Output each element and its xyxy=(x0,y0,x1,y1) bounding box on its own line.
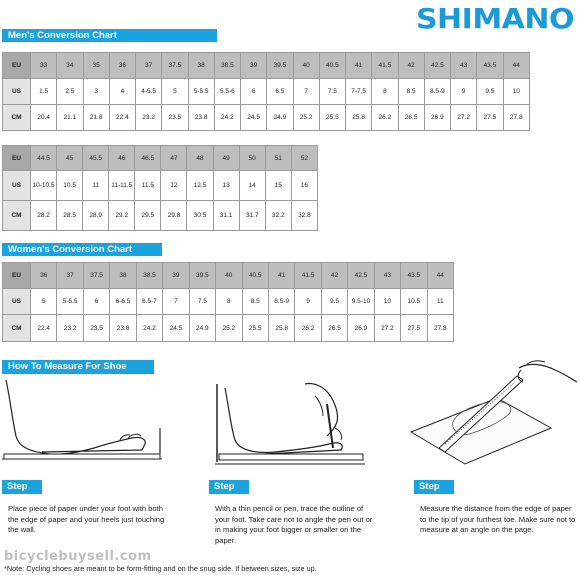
cell-eu: 41 xyxy=(346,53,372,79)
row-eu xyxy=(3,53,530,79)
step-3-label: Step 3: xyxy=(414,480,454,494)
womens-chart-title: Women's Conversion Chart xyxy=(2,243,162,256)
cell-us: 11 xyxy=(427,289,453,315)
cell-eu: 37 xyxy=(57,263,83,289)
cell-cm: 21.8 xyxy=(83,105,109,131)
cell-us: 5-5.5 xyxy=(188,79,214,105)
cell-cm: 26.9 xyxy=(424,105,450,131)
cell-us: 10 xyxy=(503,79,530,105)
cell-cm: 25.2 xyxy=(293,105,319,131)
cell-eu: 42 xyxy=(398,53,424,79)
step-1-text: Place piece of paper under your foot with both the edge of paper and your heels just touching the wall. xyxy=(8,504,165,534)
cell-us: 11-11.5 xyxy=(109,171,135,201)
cell-eu: 39 xyxy=(241,53,267,79)
cell-cm: 30.5 xyxy=(187,201,213,231)
cell-eu: 40.5 xyxy=(319,53,345,79)
cell-us: 7.5 xyxy=(189,289,215,315)
cell-eu: 38.5 xyxy=(214,53,240,79)
cell-cm: 22.4 xyxy=(109,105,135,131)
cell-eu: 45.5 xyxy=(83,146,109,171)
cell-eu: 42 xyxy=(321,263,347,289)
cell-us: 10.5 xyxy=(401,289,427,315)
cell-us: 10.5 xyxy=(57,171,83,201)
cell-cm: 26.2 xyxy=(372,105,398,131)
cell-us: 9.5-10 xyxy=(348,289,374,315)
cell-cm: 29.5 xyxy=(135,201,161,231)
cell-eu: 44 xyxy=(427,263,453,289)
cell-eu: 34 xyxy=(57,53,83,79)
measure-title: How To Measure For Shoe Size xyxy=(2,360,154,374)
cell-eu: 36 xyxy=(31,263,57,289)
cell-eu: 45 xyxy=(57,146,83,171)
cell-cm: 27.2 xyxy=(451,105,477,131)
cell-eu: 36 xyxy=(109,53,135,79)
cell-cm: 22.4 xyxy=(31,315,57,342)
cell-eu: 44.5 xyxy=(31,146,57,171)
cell-eu: 35 xyxy=(83,53,109,79)
cell-eu: 39 xyxy=(163,263,189,289)
cell-cm: 27.5 xyxy=(477,105,503,131)
cell-cm: 27.8 xyxy=(427,315,453,342)
cell-us: 8 xyxy=(372,79,398,105)
cell-eu: 50 xyxy=(239,146,265,171)
cell-eu: 46 xyxy=(109,146,135,171)
cell-eu: 38 xyxy=(188,53,214,79)
row-eu xyxy=(3,263,454,289)
cell-cm: 26.2 xyxy=(295,315,321,342)
cell-cm: 24.2 xyxy=(136,315,162,342)
row-label-us: US xyxy=(3,79,31,105)
cell-cm: 25.5 xyxy=(242,315,268,342)
cell-cm: 28.2 xyxy=(31,201,57,231)
cell-eu: 43.5 xyxy=(477,53,503,79)
cell-eu: 48 xyxy=(187,146,213,171)
cell-us: 6 xyxy=(241,79,267,105)
cell-eu: 46.5 xyxy=(135,146,161,171)
cell-cm: 32.8 xyxy=(291,201,317,231)
cell-us: 5 xyxy=(31,289,57,315)
cell-cm: 28.9 xyxy=(83,201,109,231)
cell-eu: 52 xyxy=(291,146,317,171)
mens-table-2 xyxy=(2,145,318,231)
cell-eu: 47 xyxy=(161,146,187,171)
step-2-text: With a thin pencil or pen, trace the outline of your foot. Take care not to angle the pen out or in making your foot bigger or smaller on the paper. xyxy=(215,504,373,545)
cell-us: 8.5-9 xyxy=(424,79,450,105)
cell-us: 9.5 xyxy=(477,79,503,105)
cell-eu: 51 xyxy=(265,146,291,171)
cell-us: 3 xyxy=(83,79,109,105)
row-label-cm: CM xyxy=(3,315,31,342)
row-us xyxy=(3,171,318,201)
womens-table xyxy=(2,262,454,342)
cell-cm: 29.8 xyxy=(161,201,187,231)
cell-cm: 31.1 xyxy=(213,201,239,231)
cell-cm: 23.2 xyxy=(57,315,83,342)
cell-us: 15 xyxy=(265,171,291,201)
cell-us: 5.5-6 xyxy=(214,79,240,105)
cell-cm: 25.5 xyxy=(319,105,345,131)
cell-us: 2.5 xyxy=(57,79,83,105)
cell-us: 6-6.5 xyxy=(110,289,136,315)
cell-us: 10 xyxy=(374,289,400,315)
cell-us: 13 xyxy=(213,171,239,201)
cell-eu: 38.5 xyxy=(136,263,162,289)
cell-cm: 26.9 xyxy=(348,315,374,342)
step-2-label: Step 2: xyxy=(209,480,249,494)
cell-cm: 27.2 xyxy=(374,315,400,342)
cell-eu: 37.5 xyxy=(83,263,109,289)
cell-eu: 43.5 xyxy=(401,263,427,289)
cell-us: 8.5 xyxy=(242,289,268,315)
row-label-us: US xyxy=(3,289,31,315)
cell-us: 7-7.5 xyxy=(346,79,372,105)
cell-us: 4-5.5 xyxy=(136,79,162,105)
watermark: bicyclebuysell.com xyxy=(4,549,152,564)
cell-cm: 28.5 xyxy=(57,201,83,231)
cell-eu: 37.5 xyxy=(162,53,188,79)
cell-us: 9 xyxy=(295,289,321,315)
cell-cm: 24.5 xyxy=(241,105,267,131)
cell-eu: 40 xyxy=(293,53,319,79)
row-label-eu: EU xyxy=(3,53,31,79)
cell-eu: 38 xyxy=(110,263,136,289)
cell-cm: 23.8 xyxy=(188,105,214,131)
cell-cm: 29.2 xyxy=(109,201,135,231)
cell-us: 7 xyxy=(163,289,189,315)
row-eu xyxy=(3,146,318,171)
cell-eu: 40.5 xyxy=(242,263,268,289)
step-1-label: Step 1: xyxy=(2,480,42,494)
shimano-logo: SHIMANO xyxy=(415,3,574,36)
cell-us: 16 xyxy=(291,171,317,201)
cell-us: 11 xyxy=(83,171,109,201)
cell-cm: 25.2 xyxy=(216,315,242,342)
cell-cm: 25.8 xyxy=(346,105,372,131)
cell-cm: 24.9 xyxy=(189,315,215,342)
cell-cm: 32.2 xyxy=(265,201,291,231)
cell-cm: 26.5 xyxy=(321,315,347,342)
cell-us: 10-10.5 xyxy=(31,171,57,201)
row-label-eu: EU xyxy=(3,146,31,171)
cell-eu: 37 xyxy=(136,53,162,79)
cell-cm: 25.8 xyxy=(268,315,294,342)
cell-cm: 23.5 xyxy=(83,315,109,342)
cell-us: 8.5-9 xyxy=(268,289,294,315)
cell-us: 12 xyxy=(161,171,187,201)
foot-on-paper-illustration xyxy=(2,378,162,474)
cell-us: 12.5 xyxy=(187,171,213,201)
row-us xyxy=(3,289,454,315)
cell-cm: 24.9 xyxy=(267,105,293,131)
cell-us: 7.5 xyxy=(319,79,345,105)
row-label-cm: CM xyxy=(3,201,31,231)
cell-cm: 31.7 xyxy=(239,201,265,231)
cell-eu: 39.5 xyxy=(267,53,293,79)
cell-us: 4 xyxy=(109,79,135,105)
cell-cm: 24.5 xyxy=(163,315,189,342)
cell-eu: 43 xyxy=(451,53,477,79)
mens-chart-title: Men's Conversion Chart xyxy=(2,29,217,42)
step-3-text: Measure the distance from the edge of paper to the tip of your furthest toe. Make sure not to measure at an angle on the page. xyxy=(420,504,576,534)
cell-eu: 43 xyxy=(374,263,400,289)
cell-eu: 41.5 xyxy=(295,263,321,289)
sizing-note: *Note: Cycling shoes are meant to be form-fitting and on the snug side. If between sizes, size up. xyxy=(4,564,317,573)
cell-us: 6 xyxy=(83,289,109,315)
cell-eu: 33 xyxy=(31,53,57,79)
cell-cm: 23.2 xyxy=(136,105,162,131)
row-label-us: US xyxy=(3,171,31,201)
row-cm xyxy=(3,315,454,342)
cell-us: 1.5 xyxy=(31,79,57,105)
cell-us: 5 xyxy=(162,79,188,105)
cell-us: 9 xyxy=(451,79,477,105)
cell-cm: 21.1 xyxy=(57,105,83,131)
cell-eu: 44 xyxy=(503,53,530,79)
cell-eu: 39.5 xyxy=(189,263,215,289)
cell-us: 14 xyxy=(239,171,265,201)
cell-us: 9.5 xyxy=(321,289,347,315)
cell-eu: 42.5 xyxy=(424,53,450,79)
cell-us: 6.5 xyxy=(267,79,293,105)
mens-table-1 xyxy=(2,52,530,131)
cell-eu: 41 xyxy=(268,263,294,289)
cell-eu: 49 xyxy=(213,146,239,171)
cell-eu: 42.5 xyxy=(348,263,374,289)
row-label-cm: CM xyxy=(3,105,31,131)
cell-eu: 40 xyxy=(216,263,242,289)
row-cm xyxy=(3,201,318,231)
cell-cm: 24.2 xyxy=(214,105,240,131)
cell-cm: 27.5 xyxy=(401,315,427,342)
row-us xyxy=(3,79,530,105)
pen-tracing-illustration xyxy=(205,378,365,474)
cell-us: 6.5-7 xyxy=(136,289,162,315)
cell-us: 11.5 xyxy=(135,171,161,201)
cell-cm: 26.5 xyxy=(398,105,424,131)
cell-cm: 27.8 xyxy=(503,105,530,131)
cell-cm: 23.8 xyxy=(110,315,136,342)
cell-eu: 41.5 xyxy=(372,53,398,79)
cell-cm: 23.5 xyxy=(162,105,188,131)
cell-us: 7 xyxy=(293,79,319,105)
cell-us: 5-5.5 xyxy=(57,289,83,315)
ruler-measuring-illustration xyxy=(405,360,577,470)
cell-us: 8 xyxy=(216,289,242,315)
cell-cm: 20.4 xyxy=(31,105,57,131)
row-label-eu: EU xyxy=(3,263,31,289)
cell-us: 8.5 xyxy=(398,79,424,105)
row-cm xyxy=(3,105,530,131)
